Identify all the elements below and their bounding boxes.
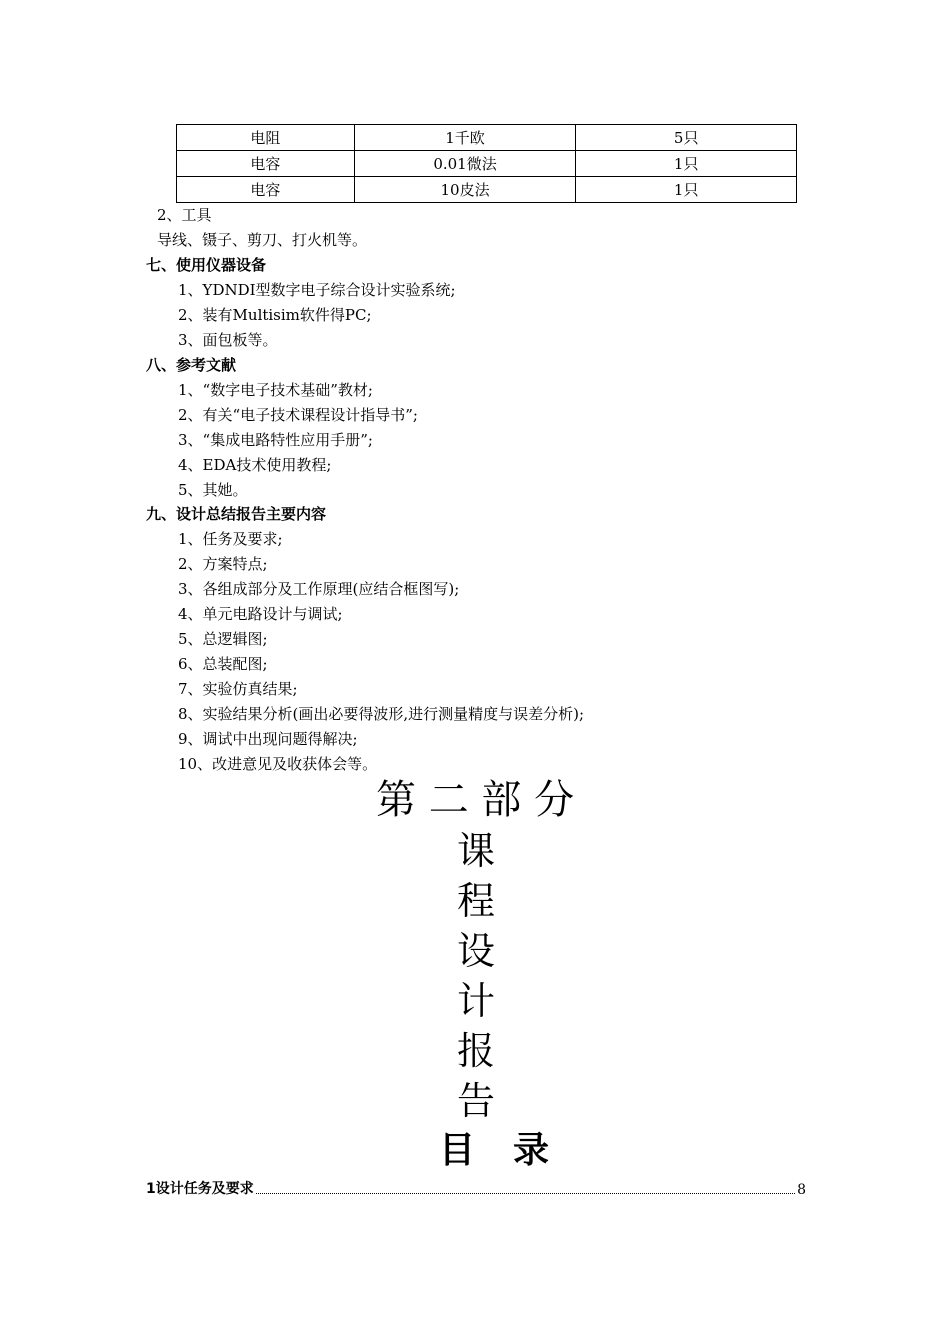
table-row [177,125,797,151]
list-item: 6、总装配图; [178,655,268,673]
report-title-char: 程 [456,879,495,923]
list-item: 7、实验仿真结果; [178,680,298,698]
list-item: 3、面包板等。 [178,331,278,349]
list-item: 2、方案特点; [178,555,268,573]
section-heading: 七、使用仪器设备 [146,256,267,274]
list-item: 4、单元电路设计与调试; [178,605,343,623]
table-cell: 电容 [177,151,355,177]
tools-label: 2、工具 [157,206,212,224]
table-cell: 10皮法 [354,177,576,203]
toc-entry-label: 1设计任务及要求 [146,1181,254,1197]
table-cell: 1只 [576,177,797,203]
parts-table [176,124,797,203]
list-item: 5、其她。 [178,481,248,499]
table-cell: 电阻 [177,125,355,151]
list-item: 3、各组成部分及工作原理(应结合框图写); [178,580,460,598]
toc-title: 目录 [438,1130,587,1171]
list-item: 8、实验结果分析(画出必要得波形,进行测量精度与误差分析); [178,705,585,723]
list-item: 1、YDNDI型数字电子综合设计实验系统; [178,281,456,299]
list-item: 1、“数字电子技术基础”教材; [178,381,373,399]
list-item: 1、任务及要求; [178,530,283,548]
list-item: 2、装有Multisim软件得PC; [178,306,372,324]
list-item: 3、“集成电路特性应用手册”; [178,431,373,449]
table-row [177,177,797,203]
section-heading: 九、设计总结报告主要内容 [146,505,327,523]
table-cell: 5只 [576,125,797,151]
list-item: 10、改进意见及收获体会等。 [178,755,378,773]
list-item: 4、EDA技术使用教程; [178,456,332,474]
report-title-char: 报 [456,1029,495,1073]
report-title-char: 计 [456,979,495,1023]
toc-entry-page: 8 [797,1182,806,1198]
table-cell: 0.01微法 [354,151,576,177]
toc-leader-dots [256,1193,795,1194]
table-cell: 1只 [576,151,797,177]
part-title: 第 二 部 分 [376,777,575,823]
report-title-char: 课 [456,829,495,873]
table-cell: 电容 [177,177,355,203]
section-heading: 八、参考文献 [146,356,237,374]
report-title-char: 设 [456,929,495,973]
tools-text: 导线、镊子、剪刀、打火机等。 [157,231,368,249]
toc-entry[interactable] [146,1178,806,1198]
list-item: 2、有关“电子技术课程设计指导书”; [178,406,418,424]
table-row [177,151,797,177]
list-item: 5、总逻辑图; [178,630,268,648]
table-cell: 1千欧 [354,125,576,151]
report-title-vertical [456,826,496,1126]
list-item: 9、调试中出现问题得解决; [178,730,358,748]
report-title-char: 告 [456,1079,495,1123]
